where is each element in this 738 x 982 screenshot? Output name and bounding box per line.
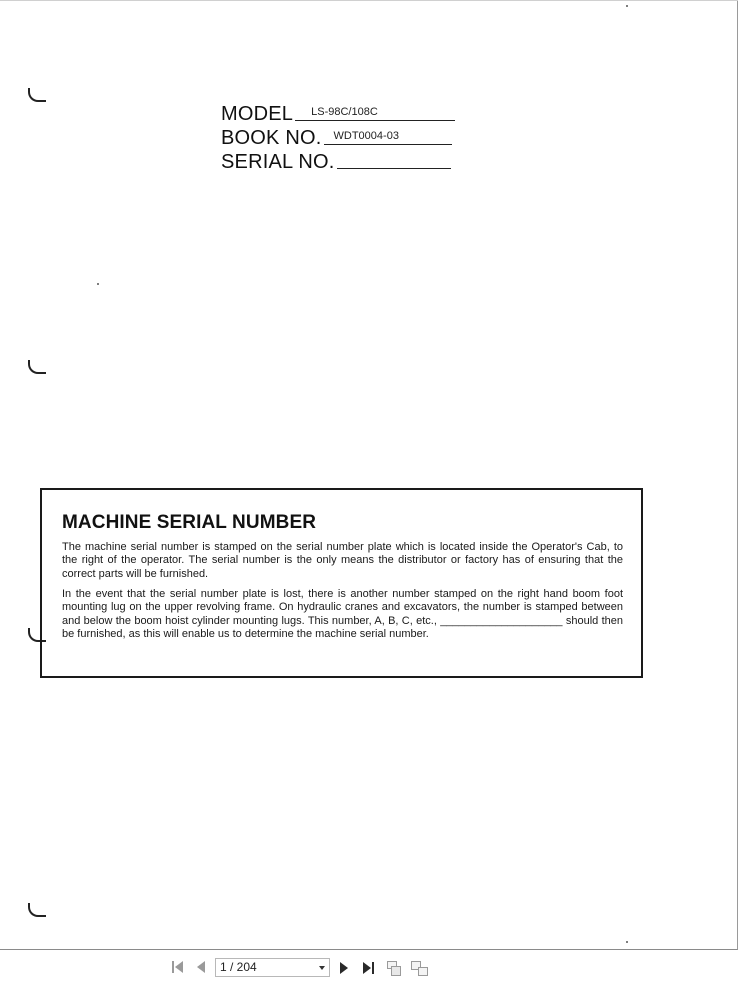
page-indicator: 1 / 204 — [220, 960, 257, 974]
model-label: MODEL — [221, 103, 294, 125]
book-number-label: BOOK NO. — [221, 127, 322, 149]
serial-number-label: SERIAL NO. — [221, 151, 335, 173]
previous-page-icon[interactable] — [196, 960, 206, 974]
binder-hole-mark — [28, 360, 46, 374]
single-page-view-icon[interactable] — [385, 960, 405, 978]
serial-number-row — [221, 149, 455, 173]
first-page-icon[interactable] — [170, 960, 184, 974]
scan-speck — [626, 5, 628, 7]
serial-box-title: MACHINE SERIAL NUMBER — [62, 512, 317, 533]
book-number-row — [221, 125, 455, 149]
binder-hole-mark — [28, 88, 46, 102]
two-page-view-icon[interactable] — [410, 960, 430, 978]
document-header — [221, 101, 455, 173]
scan-speck — [626, 941, 628, 943]
model-row — [221, 101, 455, 125]
book-number-value: WDT0004-03 — [324, 129, 452, 145]
model-value: LS-98C/108C — [295, 105, 455, 121]
serial-box-paragraph: The machine serial number is stamped on the serial number plate which is located inside the Operator's Cab, to the right of the operator. The serial number is the only means the distributor or factory has of ensuring that the correct parts will be furnished. — [62, 541, 623, 580]
binder-hole-mark — [28, 903, 46, 917]
last-page-icon[interactable] — [361, 961, 375, 975]
machine-serial-number-box — [40, 488, 643, 678]
serial-box-paragraph: In the event that the serial number plate is lost, there is another number stamped on the right hand boom foot mounting lug on the upper revolving frame. On hydraulic cranes and excavators, the number is stamped between and below the boom hoist cylinder mounting lugs. This number, A, B, C, etc., ____________________ should then be furnished, as this will enable us to determine the machine serial number. — [62, 588, 623, 640]
serial-number-value — [337, 153, 451, 169]
next-page-icon[interactable] — [339, 961, 349, 975]
page-top-edge — [0, 0, 738, 1]
chevron-down-icon — [319, 966, 325, 970]
scan-speck — [97, 283, 99, 285]
page-number-select[interactable] — [215, 958, 330, 977]
